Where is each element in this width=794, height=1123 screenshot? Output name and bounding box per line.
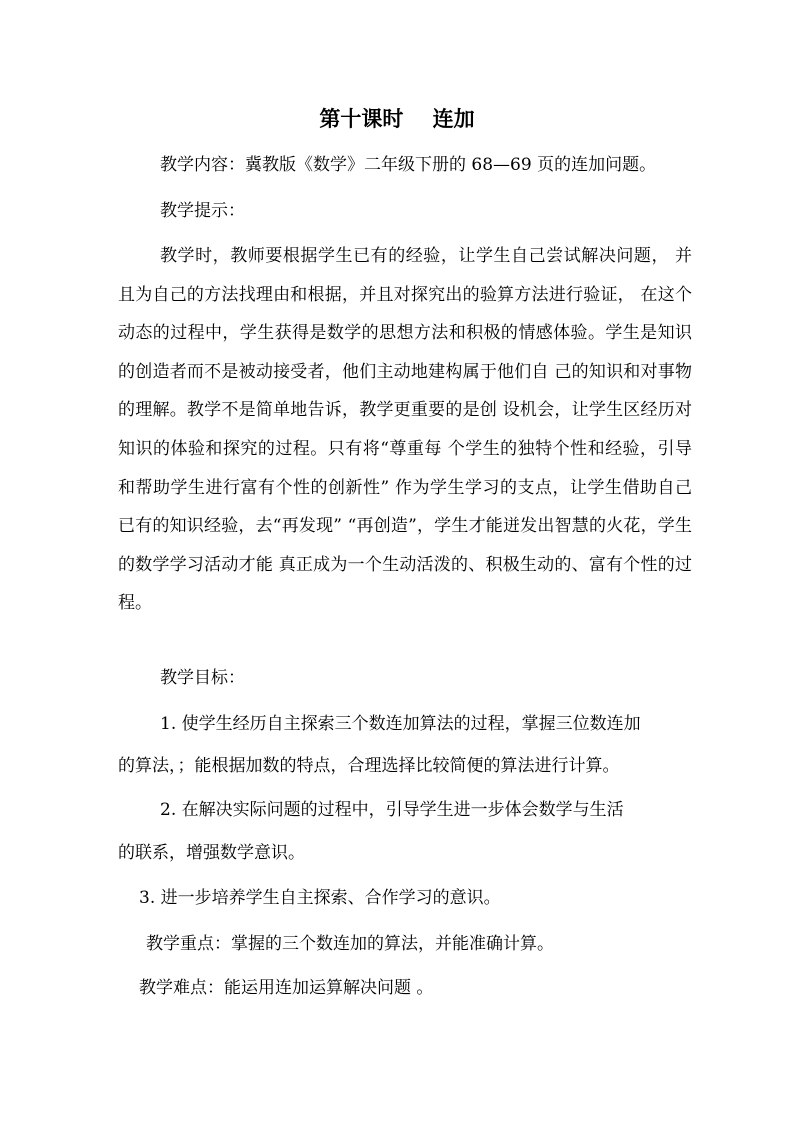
teaching-difficulty: 教学难点：能运用连加运算解决问题 。 [139,978,434,998]
teaching-goals-heading: 教学目标： [160,668,245,688]
goal-2-line-1: 2. 在解决实际问题的过程中，引导学生进一步体会数学与生活 [160,800,624,820]
page-title: 第十课时 连加 [319,106,475,131]
goal-1-line-2: 的算法，；能根据加数的特点，合理选择比较简便的算法进行计算。 [118,756,620,776]
teaching-hint-paragraph: 教学时，教师要根据学生已有的经验，让学生自己尝试解决问题， 并且为自己的方法找理由和根据，并且对探究出的验算方法进行验证， 在这个动态的过程中，学生获得是数学的思想方法和积极的情感体验。学生是知识的创造者而不是被动接受者，他们主动地建构属于他们自 己的知识和对事物的理解。教学不是简单地告诉，教学更重要的是创 设机会，让学生区经历对知识的体验和探究的过程。只有将“尊重每 个学生的独特个性和经验，引导和帮助学生进行富有个性的创新性” 作为学生学习的支点，让学生借助自己已有的知识经验，去“再发现” “再创造”，学生才能迸发出智慧的火花，学生的数学学习活动才能 真正成为一个生动活泼的、积极生动的、富有个性的过程。 [118,246,692,614]
goal-3-line: 3. 进一步培养学生自主探索、合作学习的意识。 [139,888,501,908]
teaching-key-point: 教学重点：掌握的三个数连加的算法，并能准确计算。 [146,934,554,954]
teaching-hint-heading: 教学提示： [160,201,245,221]
goal-2-line-2: 的联系，增强数学意识。 [118,843,305,863]
teaching-content-line: 教学内容：冀教版《数学》二年级下册的 68—69 页的连加问题。 [160,155,657,175]
goal-1-line-1: 1. 使学生经历自主探索三个数连加算法的过程，掌握三位数连加 [160,714,641,734]
